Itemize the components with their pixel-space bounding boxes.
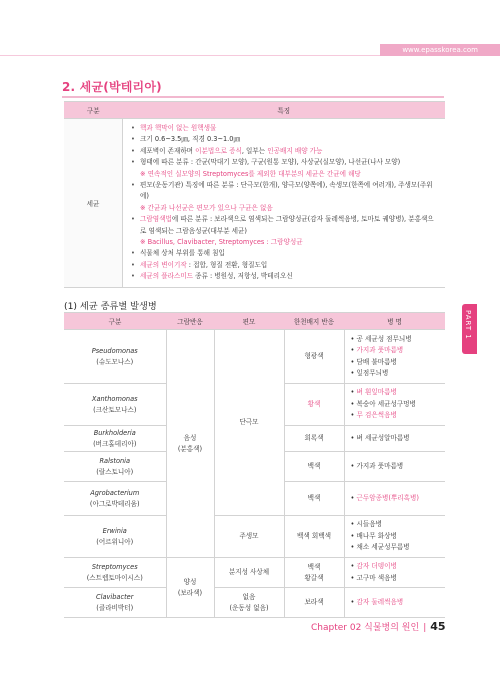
gram-negative-cell: 음성 (분홍색)	[166, 330, 214, 558]
genus-name: Streptomyces	[91, 562, 138, 571]
flagella-polar-cell: 단극모	[214, 330, 284, 516]
disease-cell: • 벼 흰잎마름병 • 복숭아 세균성구멍병 • 무 검은썩음병	[344, 384, 445, 426]
features-list-cell	[123, 119, 446, 288]
genus-name: Ralstonia	[99, 456, 131, 465]
genus-korean: (버크홀데리아)	[93, 439, 137, 448]
feature-item: • 식물체 상처 부위를 통해 침입	[131, 248, 439, 259]
agar-cell: 백색 황갈색	[284, 558, 344, 588]
footer-chapter: Chapter 02 식물병의 원인	[311, 623, 420, 633]
flagella-cell: 주생모	[214, 516, 284, 558]
features-row	[64, 119, 445, 288]
disease-cell: • 감자 둘레썩음병	[344, 588, 445, 618]
gram-positive-cell: 양성 (보라색)	[166, 558, 214, 618]
flagella-cell: 분지성 사상체	[214, 558, 284, 588]
agar-cell: 회록색	[284, 426, 344, 452]
table-row	[64, 588, 445, 618]
disease-header-row	[64, 313, 445, 330]
features-header-row	[64, 102, 445, 119]
genus-cell	[64, 558, 166, 588]
genus-korean: (클라비박터)	[96, 603, 134, 612]
disease-header-agar: 한천배지 반응	[284, 313, 344, 330]
feature-item: • 세포벽이 존재하며 이분법으로 증식, 일부는 인공배지 배양 가능	[131, 146, 439, 157]
disease-cell: • 공 세균성 점무늬병 • 가지과 풋마름병 • 담배 불마름병 • 잎점무늬병	[344, 330, 445, 384]
genus-korean: (아그로박테리움)	[89, 499, 140, 508]
genus-cell	[64, 516, 166, 558]
features-list	[131, 123, 439, 283]
agar-cell: 백색	[284, 452, 344, 482]
agar-cell: 보라색	[284, 588, 344, 618]
feature-item: • 크기 0.6~3.5㎛, 직경 0.3~1.0㎛	[131, 134, 439, 145]
genus-name: Xanthomonas	[91, 394, 138, 403]
feature-item: • 세균의 플라스미드 종류 : 병원성, 저항성, 박테리오신	[131, 271, 439, 282]
agar-cell: 백색	[284, 482, 344, 516]
feature-note: ※ 간균과 나선균은 편모가 있으나 구균은 없음	[140, 203, 273, 212]
genus-cell	[64, 330, 166, 384]
genus-korean: (크산토모나스)	[93, 405, 137, 414]
agar-cell: 백색 회백색	[284, 516, 344, 558]
disease-header-flagella: 편모	[214, 313, 284, 330]
disease-cell: • 감자 더뎅이병 • 고구마 색음병	[344, 558, 445, 588]
genus-name: Burkholderia	[93, 428, 136, 437]
genus-name: Agrobacterium	[90, 488, 140, 497]
genus-name: Pseudomonas	[91, 346, 138, 355]
table-row	[64, 516, 445, 558]
site-url: www.epasskorea.com	[402, 46, 478, 54]
subsection-title: (1) 세균 종류별 발생병	[64, 301, 157, 312]
genus-name: Erwinia	[102, 526, 127, 535]
flagella-cell: 없음 (운동성 없음)	[214, 588, 284, 618]
features-header-features: 특징	[123, 102, 446, 119]
header-divider	[0, 55, 380, 56]
feature-note: ※ Bacillus, Clavibacter, Streptomyces : 그람양성균	[140, 238, 303, 247]
table-row	[64, 558, 445, 588]
disease-cell: • 가지과 풋마름병	[344, 452, 445, 482]
genus-cell	[64, 452, 166, 482]
disease-header-gram: 그람반응	[166, 313, 214, 330]
genus-korean: (어르위니아)	[96, 537, 134, 546]
genus-korean: (스트렙토마이시스)	[86, 573, 143, 582]
feature-item: • 핵과 핵막이 없는 원핵생물	[131, 123, 439, 134]
disease-cell: • 시들음병 • 배나무 화상병 • 채소 세균성무름병	[344, 516, 445, 558]
genus-korean: (슈도모나스)	[96, 357, 134, 366]
agar-cell: 형광색	[284, 330, 344, 384]
section-title: 2. 세균(박테리아)	[62, 80, 162, 94]
page-number: 45	[430, 620, 446, 633]
agar-cell: 황색	[284, 384, 344, 426]
genus-cell	[64, 384, 166, 426]
genus-name: Clavibacter	[96, 592, 134, 601]
features-row-label: 세균	[64, 119, 123, 288]
top-banner	[0, 0, 500, 56]
section-title-underline	[62, 96, 444, 98]
part-side-tab: PART 1	[462, 304, 477, 354]
feature-item: • 세균의 변이기작 : 접합, 형질 전환, 형질도입	[131, 260, 439, 271]
bacteria-features-table	[64, 101, 445, 288]
feature-item: • 형태에 따른 분류 : 간균(막대기 모양), 구균(원통 모양), 사상균(실모양), 나선균(나사 모양)	[131, 157, 439, 168]
page-footer: Chapter 02 식물병의 원인 | 45	[311, 620, 446, 633]
features-header-category: 구분	[64, 102, 123, 119]
genus-cell	[64, 482, 166, 516]
feature-note: ※ 연속적인 실모양의 Streptomyces를 제외한 대부분의 세균은 간균에 해당	[140, 169, 361, 178]
bacteria-disease-table	[64, 312, 445, 618]
genus-korean: (랄스토니아)	[96, 467, 134, 476]
feature-item: • 그람염색법에 따른 분류 : 보라색으로 염색되는 그람양성균(감자 둘레썩음병, 토마토 궤양병), 분홍색으로 염색되는 그람음성균(대부분 세균)	[131, 214, 439, 237]
disease-cell: • 벼 세균성알마름병	[344, 426, 445, 452]
disease-header-disease: 병 명	[344, 313, 445, 330]
genus-cell	[64, 588, 166, 618]
genus-cell	[64, 426, 166, 452]
disease-header-category: 구분	[64, 313, 166, 330]
table-row	[64, 330, 445, 384]
feature-item: • 편모(운동기관) 특징에 따른 분류 : 단극모(한개), 양극모(양쪽에), 속생모(한쪽에 여러개), 주생모(주위에)	[131, 180, 439, 203]
disease-cell: • 근두암종병(뿌리혹병)	[344, 482, 445, 516]
